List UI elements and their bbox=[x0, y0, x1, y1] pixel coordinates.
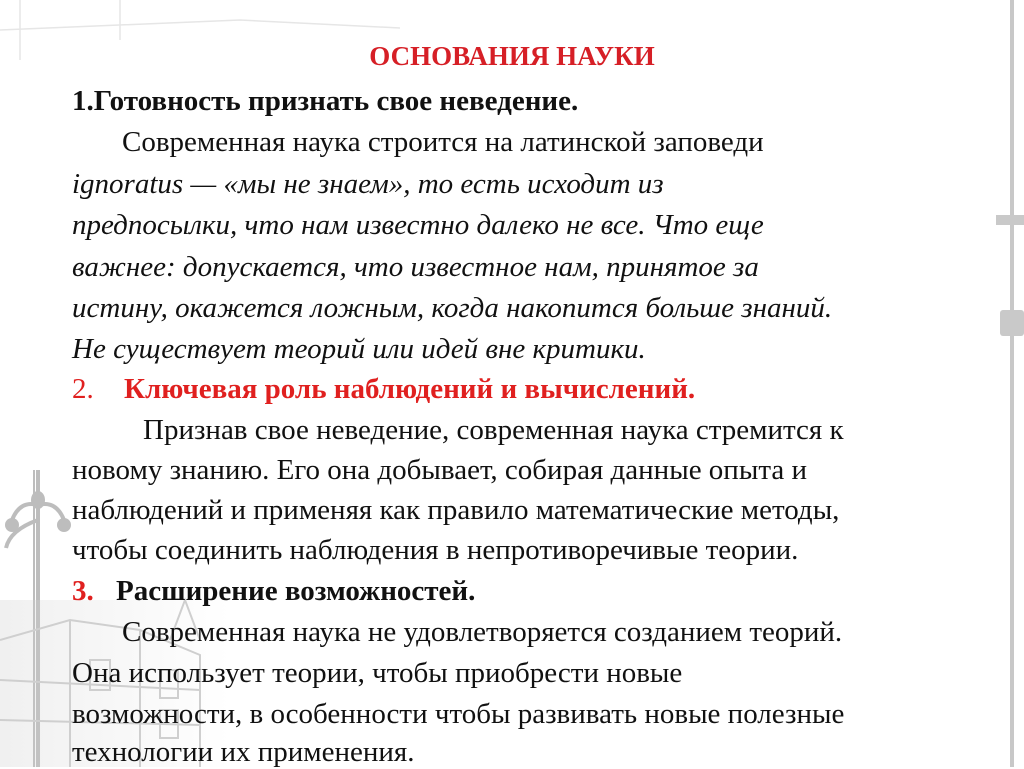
section-1-line: истину, окажется ложным, когда накопится больше знаний. bbox=[72, 292, 833, 324]
section-3-number: 3. bbox=[72, 575, 94, 607]
section-2-line: наблюдений и применяя как правило математические методы, bbox=[72, 494, 840, 526]
slide-title: ОСНОВАНИЯ НАУКИ bbox=[369, 41, 655, 71]
section-2-number: 2. bbox=[72, 373, 94, 405]
section-2-line: чтобы соединить наблюдения в непротиворечивые теории. bbox=[72, 534, 799, 566]
section-2-heading: Ключевая роль наблюдений и вычислений. bbox=[124, 373, 696, 405]
section-2-line: Признав свое неведение, современная наука стремится к bbox=[143, 414, 844, 446]
section-3-line: Она использует теории, чтобы приобрести новые bbox=[72, 657, 683, 689]
section-3-line: возможности, в особенности чтобы развивать новые полезные bbox=[72, 698, 845, 730]
section-1-line: предпосылки, что нам известно далеко не все. Что еще bbox=[72, 209, 764, 241]
section-1-line: ignoratus — «мы не знаем», то есть исходит из bbox=[72, 168, 664, 200]
section-1-line: Современная наука строится на латинской заповеди bbox=[122, 126, 764, 158]
section-2-line: новому знанию. Его она добывает, собирая данные опыта и bbox=[72, 454, 807, 486]
section-1-line: важнее: допускается, что известное нам, принятое за bbox=[72, 251, 759, 283]
section-1-line: Не существует теорий или идей вне критики. bbox=[72, 333, 646, 365]
section-3-heading: Расширение возможностей. bbox=[116, 575, 476, 607]
section-3-line: Современная наука не удовлетворяется созданием теорий. bbox=[122, 616, 843, 648]
section-3-line: технологии их применения. bbox=[72, 736, 415, 768]
section-1-heading: 1.Готовность признать свое неведение. bbox=[72, 85, 579, 117]
